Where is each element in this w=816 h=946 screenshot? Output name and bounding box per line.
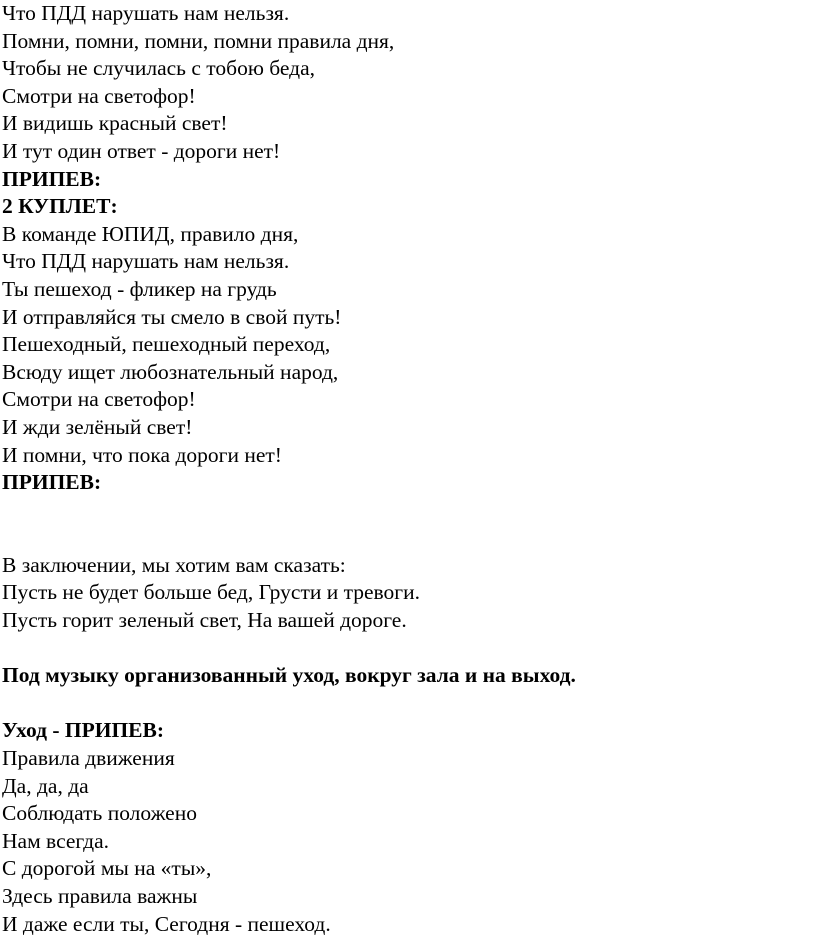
conclusion-stanza — [2, 552, 816, 635]
lyric-line: И отправляйся ты смело в свой путь! — [2, 304, 342, 329]
blank-line — [2, 690, 816, 718]
blank-line — [2, 497, 816, 525]
lyric-line: И тут один ответ - дороги нет! — [2, 138, 281, 163]
lyric-line: Всюду ищет любознательный народ, — [2, 359, 339, 384]
exit-instruction: Под музыку организованный уход, вокруг зала и на выход. — [2, 663, 576, 688]
lyric-line: Правила движения — [2, 746, 175, 771]
lyric-line: Да, да, да — [2, 773, 89, 798]
lyric-line: Ты пешеход - фликер на грудь — [2, 276, 277, 301]
lyric-line: И видишь красный свет! — [2, 111, 228, 136]
exit-chorus-stanza — [2, 745, 816, 938]
lyric-line: И жди зелёный свет! — [2, 414, 193, 439]
chorus-label: ПРИПЕВ: — [2, 166, 102, 191]
lyric-line: Пусть горит зеленый свет, На вашей дороге. — [2, 608, 407, 633]
lyric-line: Смотри на светофор! — [2, 387, 196, 412]
lyric-line: Помни, помни, помни, помни правила дня, — [2, 28, 395, 53]
verse2-stanza — [2, 221, 816, 469]
lyric-line: И даже если ты, Сегодня - пешеход. — [2, 911, 331, 936]
lyric-line: Пусть не будет больше бед, Грусти и тревоги. — [2, 580, 421, 605]
lyric-line: Что ПДД нарушать нам нельзя. — [2, 1, 290, 25]
lyric-line: Нам всегда. — [2, 828, 110, 853]
exit-chorus-label: Уход - ПРИПЕВ: — [2, 718, 165, 743]
lyric-line: И помни, что пока дороги нет! — [2, 442, 282, 467]
lyric-line: Здесь правила важны — [2, 884, 198, 908]
lyric-line: Смотри на светофор! — [2, 83, 196, 108]
verse1-end-stanza — [2, 0, 816, 166]
verse2-label: 2 КУПЛЕТ: — [2, 194, 118, 219]
lyric-line: В заключении, мы хотим вам сказать: — [2, 552, 346, 577]
blank-line — [2, 524, 816, 552]
lyric-line: Чтобы не случилась с тобою беда, — [2, 56, 316, 81]
lyric-line: С дорогой мы на «ты», — [2, 856, 212, 881]
lyric-line: Пешеходный, пешеходный переход, — [2, 332, 331, 357]
blank-line — [2, 635, 816, 663]
lyric-line: В команде ЮПИД, правило дня, — [2, 221, 299, 246]
lyric-line: Соблюдать положено — [2, 801, 197, 826]
chorus-label: ПРИПЕВ: — [2, 470, 102, 495]
lyric-line: Что ПДД нарушать нам нельзя. — [2, 249, 290, 274]
